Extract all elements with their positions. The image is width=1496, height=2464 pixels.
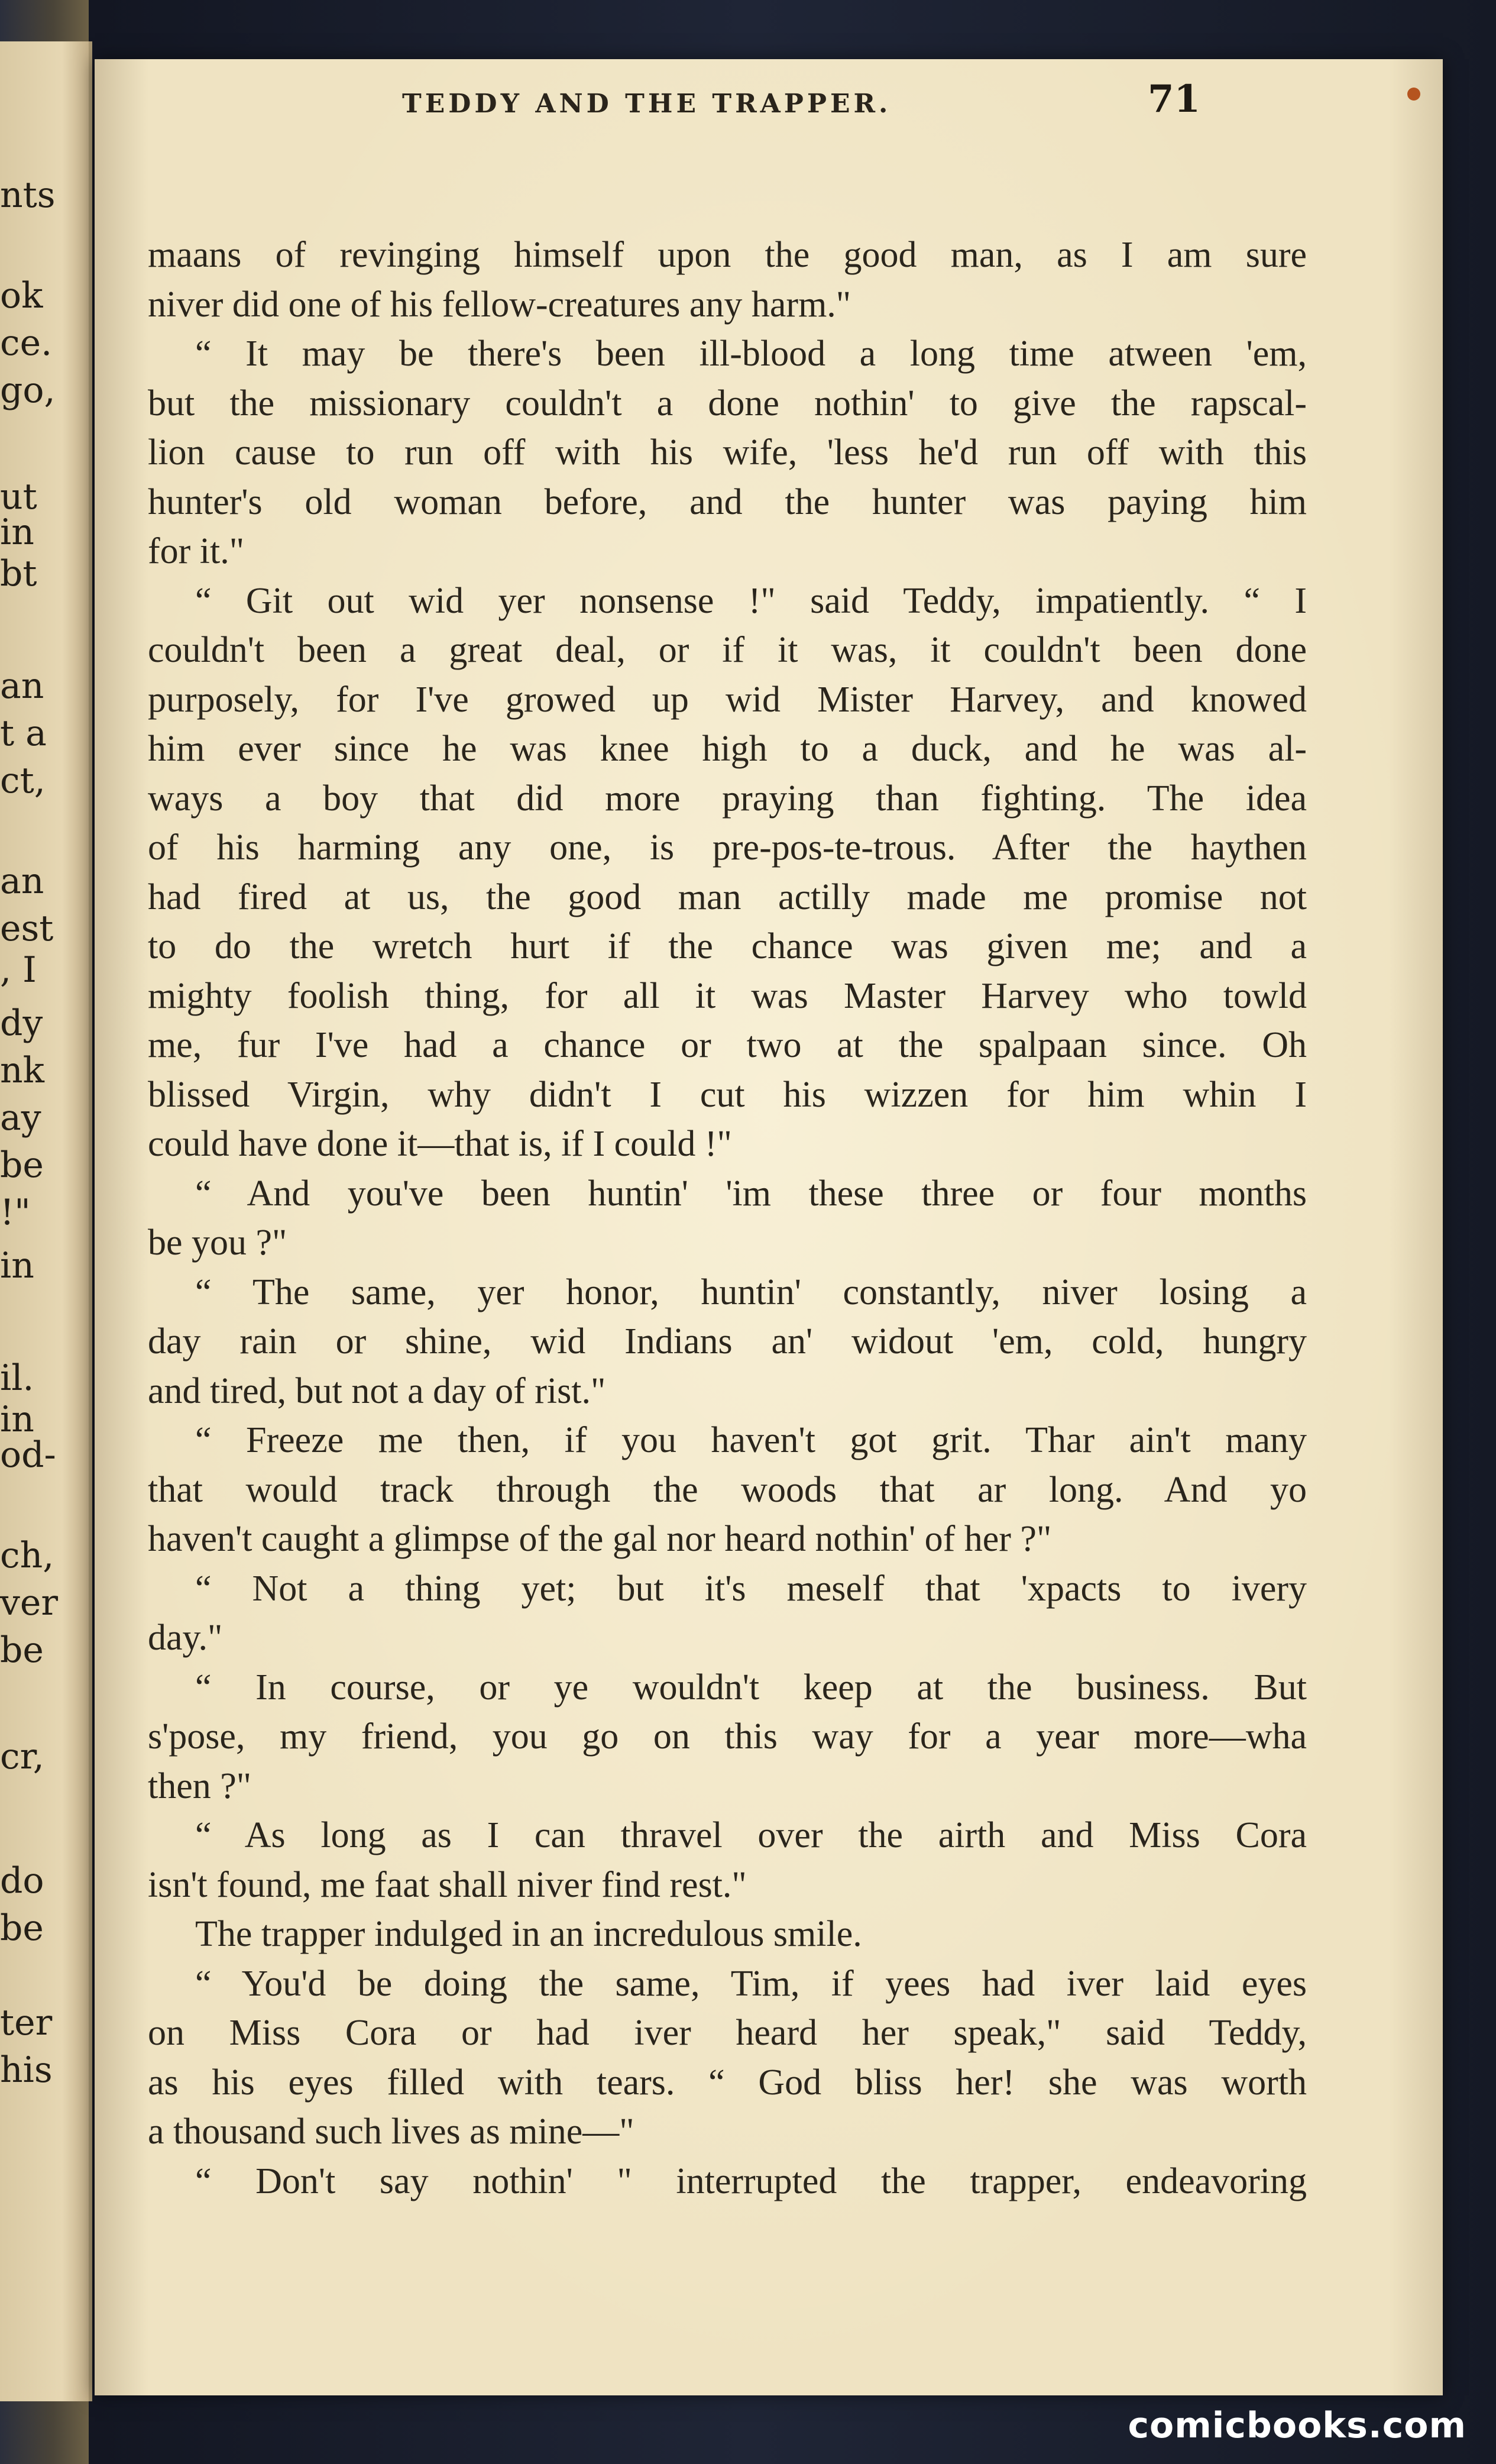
text-line: purposely, for I've growed up wid Mister Harvey, and knowed — [148, 679, 1307, 720]
page-body-text — [148, 231, 1307, 2206]
facing-page-fragment: !" — [0, 1192, 31, 1233]
text-line: as his eyes filled with tears. “ God bliss her! she was worth — [148, 2062, 1307, 2103]
facing-page-fragment: in — [0, 1399, 34, 1440]
facing-page-fragment: ter — [0, 2002, 53, 2043]
text-line: “ It may be there's been ill-blood a long time atween 'em, — [195, 334, 1307, 374]
facing-page-fragment: ce. — [0, 322, 53, 364]
facing-page-fragment: be — [0, 1629, 44, 1671]
facing-page-fragment: be — [0, 1144, 44, 1186]
text-line: “ As long as I can thravel over the airth and Miss Cora — [195, 1815, 1307, 1855]
text-line: for it." — [148, 531, 245, 571]
text-line: a thousand such lives as mine—" — [148, 2111, 634, 2152]
facing-page-fragment: , I — [0, 949, 37, 991]
text-line: “ And you've been huntin' 'im these three or four months — [195, 1173, 1307, 1214]
facing-page-fragment: ok — [0, 275, 43, 316]
facing-page-fragment: nts — [0, 174, 56, 216]
facing-page-fragment: go, — [0, 370, 56, 411]
facing-page-fragment: an — [0, 665, 44, 707]
facing-page-fragment: t a — [0, 713, 47, 754]
text-line: haven't caught a glimpse of the gal nor heard nothin' of her ?" — [148, 1519, 1052, 1559]
text-line: lion cause to run off with his wife, 'less he'd run off with this — [148, 432, 1307, 473]
text-line: “ Don't say nothin' " interrupted the trapper, endeavoring — [195, 2161, 1307, 2201]
text-line: “ Git out wid yer nonsense !" said Teddy, impatiently. “ I — [195, 580, 1307, 621]
text-line: hunter's old woman before, and the hunter was paying him — [148, 481, 1307, 522]
text-line: had fired at us, the good man actilly made me promise not — [148, 877, 1307, 917]
facing-page-fragment: od- — [0, 1434, 56, 1476]
text-line: and tired, but not a day of rist." — [148, 1370, 606, 1411]
facing-page-fragment: ay — [0, 1097, 41, 1139]
text-line: to do the wretch hurt if the chance was given me; and a — [148, 926, 1307, 966]
facing-page-fragment: est — [0, 908, 54, 949]
text-line: “ The same, yer honor, huntin' constantly, niver losing a — [195, 1272, 1307, 1312]
facing-page-fragment: an — [0, 861, 44, 902]
facing-page-fragment: bt — [0, 553, 37, 594]
text-line: mighty foolish thing, for all it was Master Harvey who towld — [148, 975, 1307, 1016]
text-line: “ Not a thing yet; but it's meself that 'xpacts to ivery — [195, 1568, 1307, 1609]
text-line: blissed Virgin, why didn't I cut his wizzen for him whin I — [148, 1074, 1307, 1115]
text-line: then ?" — [148, 1765, 252, 1806]
text-line: “ In course, or ye wouldn't keep at the business. But — [195, 1667, 1307, 1708]
facing-page-fragment: nk — [0, 1050, 44, 1091]
text-line: niver did one of his fellow-creatures any harm." — [148, 284, 851, 325]
watermark: comicbooks.com — [1128, 2405, 1466, 2446]
text-line: of his harming any one, is pre-pos-te-trous. After the haythen — [148, 827, 1307, 868]
text-line: “ Freeze me then, if you haven't got grit. Thar ain't many — [195, 1420, 1307, 1460]
page-number: 71 — [1147, 77, 1200, 121]
facing-page-fragment: ut — [0, 476, 37, 518]
text-line: couldn't been a great deal, or if it was, it couldn't been done — [148, 630, 1307, 670]
running-head: TEDDY AND THE TRAPPER. — [402, 89, 892, 119]
text-line: isn't found, me faat shall niver find rest." — [148, 1864, 747, 1905]
text-line: The trapper indulged in an incredulous smile. — [195, 1914, 862, 1954]
facing-page-fragment: ch, — [0, 1535, 54, 1576]
text-line: could have done it—that is, if I could !" — [148, 1124, 732, 1164]
facing-page-fragment: ct, — [0, 760, 46, 801]
text-line: maans of revinging himself upon the good man, as I am sure — [148, 235, 1307, 275]
text-line: me, fur I've had a chance or two at the spalpaan since. Oh — [148, 1025, 1307, 1065]
text-line: day." — [148, 1618, 223, 1658]
text-line: day rain or shine, wid Indians an' widout 'em, cold, hungry — [148, 1321, 1307, 1362]
text-line: “ You'd be doing the same, Tim, if yees had iver laid eyes — [195, 1963, 1307, 2004]
facing-page-fragment: in — [0, 512, 34, 553]
facing-page-fragment: dy — [0, 1003, 43, 1044]
ink-spot — [1407, 88, 1420, 101]
text-line: that would track through the woods that ar long. And yo — [148, 1469, 1307, 1510]
text-line: s'pose, my friend, you go on this way for a year more—wha — [148, 1716, 1307, 1757]
facing-page-fragment: be — [0, 1907, 44, 1949]
facing-page-fragment: do — [0, 1860, 44, 1902]
facing-page-fragment: il. — [0, 1357, 34, 1399]
text-line: on Miss Cora or had iver heard her speak," said Teddy, — [148, 2013, 1307, 2053]
page-header — [136, 77, 1200, 130]
facing-page-fragment: ver — [0, 1582, 59, 1624]
facing-page-fragment: in — [0, 1245, 34, 1286]
text-line: ways a boy that did more praying than fighting. The idea — [148, 778, 1307, 819]
facing-page-fragment: his — [0, 2049, 53, 2091]
text-line: but the missionary couldn't a done nothin' to give the rapscal- — [148, 383, 1307, 423]
facing-page-edge — [0, 41, 92, 2401]
text-line: him ever since he was knee high to a duck, and he was al- — [148, 729, 1307, 769]
text-line: be you ?" — [148, 1223, 287, 1263]
facing-page-fragment: cr, — [0, 1736, 44, 1777]
